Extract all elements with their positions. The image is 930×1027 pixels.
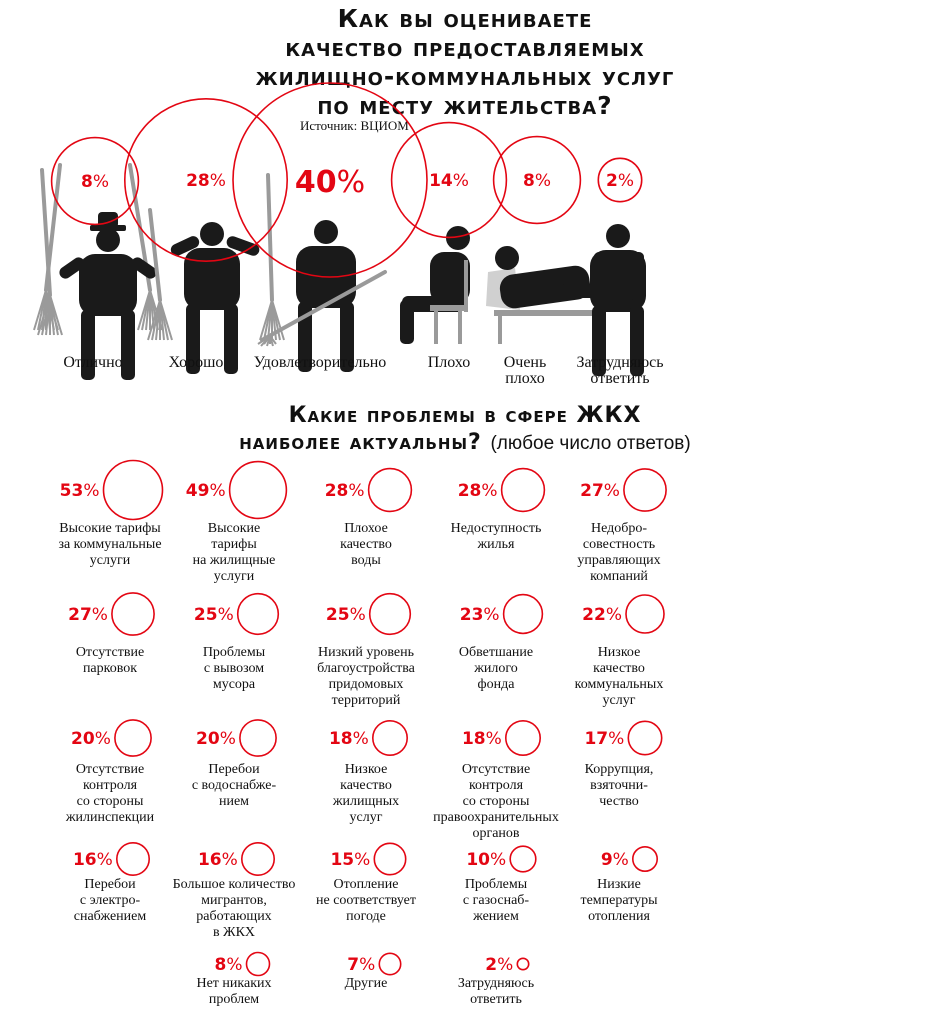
title-line-3: жилищно-коммунальных услуг bbox=[255, 62, 675, 91]
title-line-1: Как вы оцениваете bbox=[337, 4, 593, 33]
rating-category-label: Затрудняюсь ответить bbox=[576, 354, 664, 387]
problem-label: Проблемы с газоснаб- жением bbox=[462, 877, 530, 924]
problem-value-label: 23% bbox=[459, 605, 500, 625]
problem-value-label: 18% bbox=[461, 729, 502, 749]
problem-label: Отсутствие контроля со стороны правоохранительных органов bbox=[433, 762, 559, 841]
problem-value-label: 8% bbox=[214, 955, 243, 975]
problem-label: Проблемы с вывозом мусора bbox=[202, 645, 266, 692]
problem-value-label: 15% bbox=[330, 850, 371, 870]
problem-value-label: 20% bbox=[71, 729, 111, 749]
problem-label: Большое количество мигрантов, работающих в ЖКХ bbox=[172, 877, 296, 940]
problem-label: Высокие тарифы за коммунальные услуги bbox=[58, 521, 162, 568]
problem-value-label: 10% bbox=[466, 850, 507, 870]
problem-label: Отсутствие контроля со стороны жилинспекции bbox=[65, 762, 155, 825]
title2-line-2-text: наиболее актуальны? bbox=[239, 430, 482, 455]
title2-note: (любое число ответов) bbox=[490, 433, 691, 454]
problem-value-label: 16% bbox=[197, 850, 238, 870]
rating-value-label: 8% bbox=[81, 172, 109, 192]
rating-category-label: Хорошо bbox=[168, 354, 224, 371]
problem-label: Низкое качество жилищных услуг bbox=[332, 762, 400, 825]
problem-label: Перебои с электро- снабжением bbox=[73, 877, 147, 924]
problem-label: Отсутствие парковок bbox=[75, 645, 145, 676]
problem-value-label: 25% bbox=[193, 605, 234, 625]
rating-value-label: 2% bbox=[606, 171, 634, 191]
problem-value-label: 53% bbox=[59, 481, 100, 501]
problem-label: Недоступность жилья bbox=[450, 521, 542, 552]
rating-category-label: Плохо bbox=[427, 354, 471, 371]
rating-category-label: Удовлетворительно bbox=[253, 354, 387, 371]
problem-label: Высокие тарифы на жилищные услуги bbox=[192, 521, 276, 584]
rating-value-label: 40% bbox=[294, 165, 366, 200]
problem-label: Недобро- совестность управляющих компаний bbox=[577, 521, 661, 584]
title-line-2: качество предоставляемых bbox=[285, 33, 645, 62]
rating-value-label: 14% bbox=[429, 171, 469, 191]
problem-value-label: 28% bbox=[324, 481, 365, 501]
problem-value-label: 16% bbox=[72, 850, 113, 870]
problem-label: Низкие температуры отопления bbox=[580, 877, 658, 924]
rating-category-label: Очень плохо bbox=[503, 354, 547, 387]
problem-bubble-circle bbox=[517, 958, 528, 969]
rating-value-label: 28% bbox=[186, 171, 226, 191]
problem-label: Отопление не соответствует погоде bbox=[316, 877, 416, 924]
problem-value-label: 22% bbox=[582, 605, 622, 625]
rating-category-label: Отлично bbox=[63, 354, 123, 371]
problem-label: Нет никаких проблем bbox=[196, 976, 272, 1007]
problem-value-label: 20% bbox=[196, 729, 236, 749]
problem-value-label: 28% bbox=[457, 481, 498, 501]
source-note: Источник: ВЦИОМ bbox=[300, 118, 409, 133]
problem-label: Обветшание жилого фонда bbox=[458, 645, 534, 692]
problem-value-label: 27% bbox=[580, 481, 620, 501]
problem-value-label: 17% bbox=[584, 729, 625, 749]
problem-value-label: 18% bbox=[328, 729, 369, 749]
problem-value-label: 27% bbox=[68, 605, 108, 625]
problem-value-label: 7% bbox=[347, 955, 376, 975]
problem-value-label: 25% bbox=[325, 605, 366, 625]
problem-value-label: 2% bbox=[485, 955, 514, 975]
problem-label: Другие bbox=[344, 976, 388, 991]
title-line-4: по месту жительства? bbox=[317, 91, 613, 120]
problem-label: Перебои с водоснабже- нием bbox=[191, 762, 277, 809]
problem-label: Низкий уровень благоустройства придомовых территорий bbox=[317, 645, 415, 708]
problem-value-label: 49% bbox=[185, 481, 226, 501]
problem-label: Коррупция, взяточни- чество bbox=[584, 762, 654, 809]
problem-label: Плохое качество воды bbox=[340, 521, 392, 568]
problem-value-label: 9% bbox=[600, 850, 629, 870]
problem-label: Низкое качество коммунальных услуг bbox=[574, 645, 664, 708]
problem-label: Затрудняюсь ответить bbox=[457, 976, 535, 1007]
rating-value-label: 8% bbox=[523, 171, 551, 191]
title2-line-1: Какие проблемы в сфере ЖКХ bbox=[288, 403, 642, 428]
